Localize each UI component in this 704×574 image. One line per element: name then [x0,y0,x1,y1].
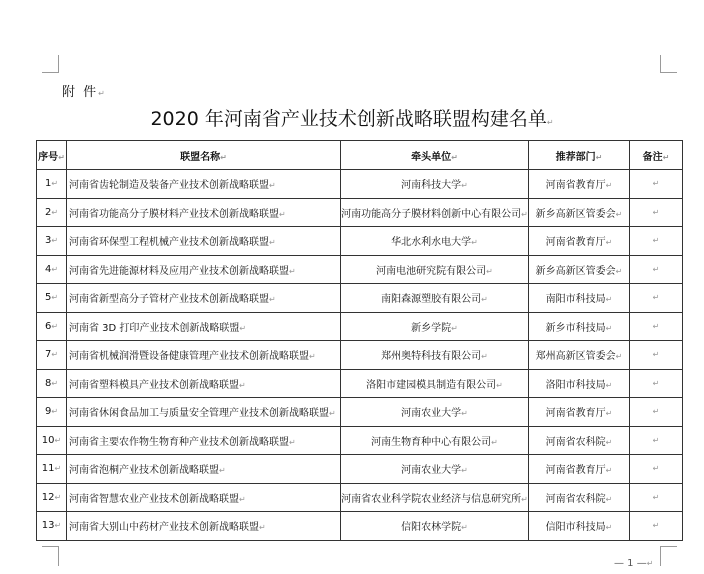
alliance-name: 河南省智慧农业产业技术创新战略联盟↵ [67,483,341,512]
remarks: ↵ [630,255,683,284]
remarks: ↵ [630,312,683,341]
header-number: 序号↵ [37,141,67,170]
table-row [37,341,683,370]
alliance-name: 河南省环保型工程机械产业技术创新战略联盟↵ [67,227,341,256]
crop-mark-top-right-v [660,55,661,72]
row-number: 8↵ [37,369,67,398]
header-lead-unit: 牵头单位↵ [341,141,529,170]
row-number: 10↵ [37,426,67,455]
lead-unit: 信阳农林学院↵ [341,512,529,541]
lead-unit: 河南生物育种中心有限公司↵ [341,426,529,455]
recommending-dept: 河南省教育厅↵ [529,398,630,427]
table-row [37,227,683,256]
table-row [37,369,683,398]
remarks: ↵ [630,483,683,512]
table-row [37,255,683,284]
recommending-dept: 河南省教育厅↵ [529,455,630,484]
alliance-name: 河南省塑料模具产业技术创新战略联盟↵ [67,369,341,398]
alliance-name: 河南省大别山中药材产业技术创新战略联盟↵ [67,512,341,541]
table-row [37,512,683,541]
row-number: 3↵ [37,227,67,256]
recommending-dept: 信阳市科技局↵ [529,512,630,541]
lead-unit: 华北水利水电大学↵ [341,227,529,256]
recommending-dept: 南阳市科技局↵ [529,284,630,313]
remarks: ↵ [630,198,683,227]
document-title: 2020 年河南省产业技术创新战略联盟构建名单↵ [150,108,554,130]
remarks: ↵ [630,284,683,313]
alliance-name: 河南省新型高分子管材产业技术创新战略联盟↵ [67,284,341,313]
lead-unit: 郑州奥特科技有限公司↵ [341,341,529,370]
row-number: 1↵ [37,170,67,199]
remarks: ↵ [630,369,683,398]
table-row [37,398,683,427]
attachment-label: 附 件↵ [62,85,107,100]
table-row [37,483,683,512]
row-number: 4↵ [37,255,67,284]
remarks: ↵ [630,512,683,541]
alliance-name: 河南省机械润滑暨设备健康管理产业技术创新战略联盟↵ [67,341,341,370]
crop-mark-top-left-h [42,72,59,73]
alliance-table [36,140,683,541]
row-number: 9↵ [37,398,67,427]
recommending-dept: 河南省农科院↵ [529,483,630,512]
alliance-name: 河南省齿轮制造及装备产业技术创新战略联盟↵ [67,170,341,199]
lead-unit: 洛阳市建园模具制造有限公司↵ [341,369,529,398]
table-row [37,170,683,199]
recommending-dept: 新乡市科技局↵ [529,312,630,341]
alliance-name: 河南省主要农作物生物育种产业技术创新战略联盟↵ [67,426,341,455]
recommending-dept: 新乡高新区管委会↵ [529,198,630,227]
lead-unit: 河南科技大学↵ [341,170,529,199]
remarks: ↵ [630,426,683,455]
recommending-dept: 河南省教育厅↵ [529,170,630,199]
lead-unit: 南阳森源塑胶有限公司↵ [341,284,529,313]
alliance-name: 河南省功能高分子膜材料产业技术创新战略联盟↵ [67,198,341,227]
recommending-dept: 新乡高新区管委会↵ [529,255,630,284]
table-row [37,312,683,341]
recommending-dept: 洛阳市科技局↵ [529,369,630,398]
table-header-row [37,141,683,170]
table-row [37,455,683,484]
crop-mark-bottom-right-h [660,546,677,547]
row-number: 13↵ [37,512,67,541]
lead-unit: 河南省农业科学院农业经济与信息研究所↵ [341,483,529,512]
alliance-name: 河南省先进能源材料及应用产业技术创新战略联盟↵ [67,255,341,284]
crop-mark-bottom-left-v [58,546,59,566]
page-number: — 1 —↵ [614,558,654,569]
table-row [37,284,683,313]
alliance-name: 河南省 3D 打印产业技术创新战略联盟↵ [67,312,341,341]
alliance-name: 河南省泡桐产业技术创新战略联盟↵ [67,455,341,484]
lead-unit: 新乡学院↵ [341,312,529,341]
remarks: ↵ [630,398,683,427]
remarks: ↵ [630,170,683,199]
remarks: ↵ [630,227,683,256]
lead-unit: 河南电池研究院有限公司↵ [341,255,529,284]
lead-unit: 河南功能高分子膜材料创新中心有限公司↵ [341,198,529,227]
table-row [37,426,683,455]
crop-mark-top-left-v [58,55,59,72]
row-number: 7↵ [37,341,67,370]
header-alliance-name: 联盟名称↵ [67,141,341,170]
row-number: 11↵ [37,455,67,484]
header-recommending-dept: 推荐部门↵ [529,141,630,170]
lead-unit: 河南农业大学↵ [341,455,529,484]
recommending-dept: 河南省教育厅↵ [529,227,630,256]
recommending-dept: 郑州高新区管委会↵ [529,341,630,370]
header-remarks: 备注↵ [630,141,683,170]
alliance-name: 河南省休闲食品加工与质量安全管理产业技术创新战略联盟↵ [67,398,341,427]
row-number: 12↵ [37,483,67,512]
crop-mark-top-right-h [660,72,677,73]
table-row [37,198,683,227]
row-number: 2↵ [37,198,67,227]
crop-mark-bottom-left-h [42,546,59,547]
lead-unit: 河南农业大学↵ [341,398,529,427]
remarks: ↵ [630,455,683,484]
row-number: 6↵ [37,312,67,341]
recommending-dept: 河南省农科院↵ [529,426,630,455]
remarks: ↵ [630,341,683,370]
crop-mark-bottom-right-v [660,546,661,566]
row-number: 5↵ [37,284,67,313]
